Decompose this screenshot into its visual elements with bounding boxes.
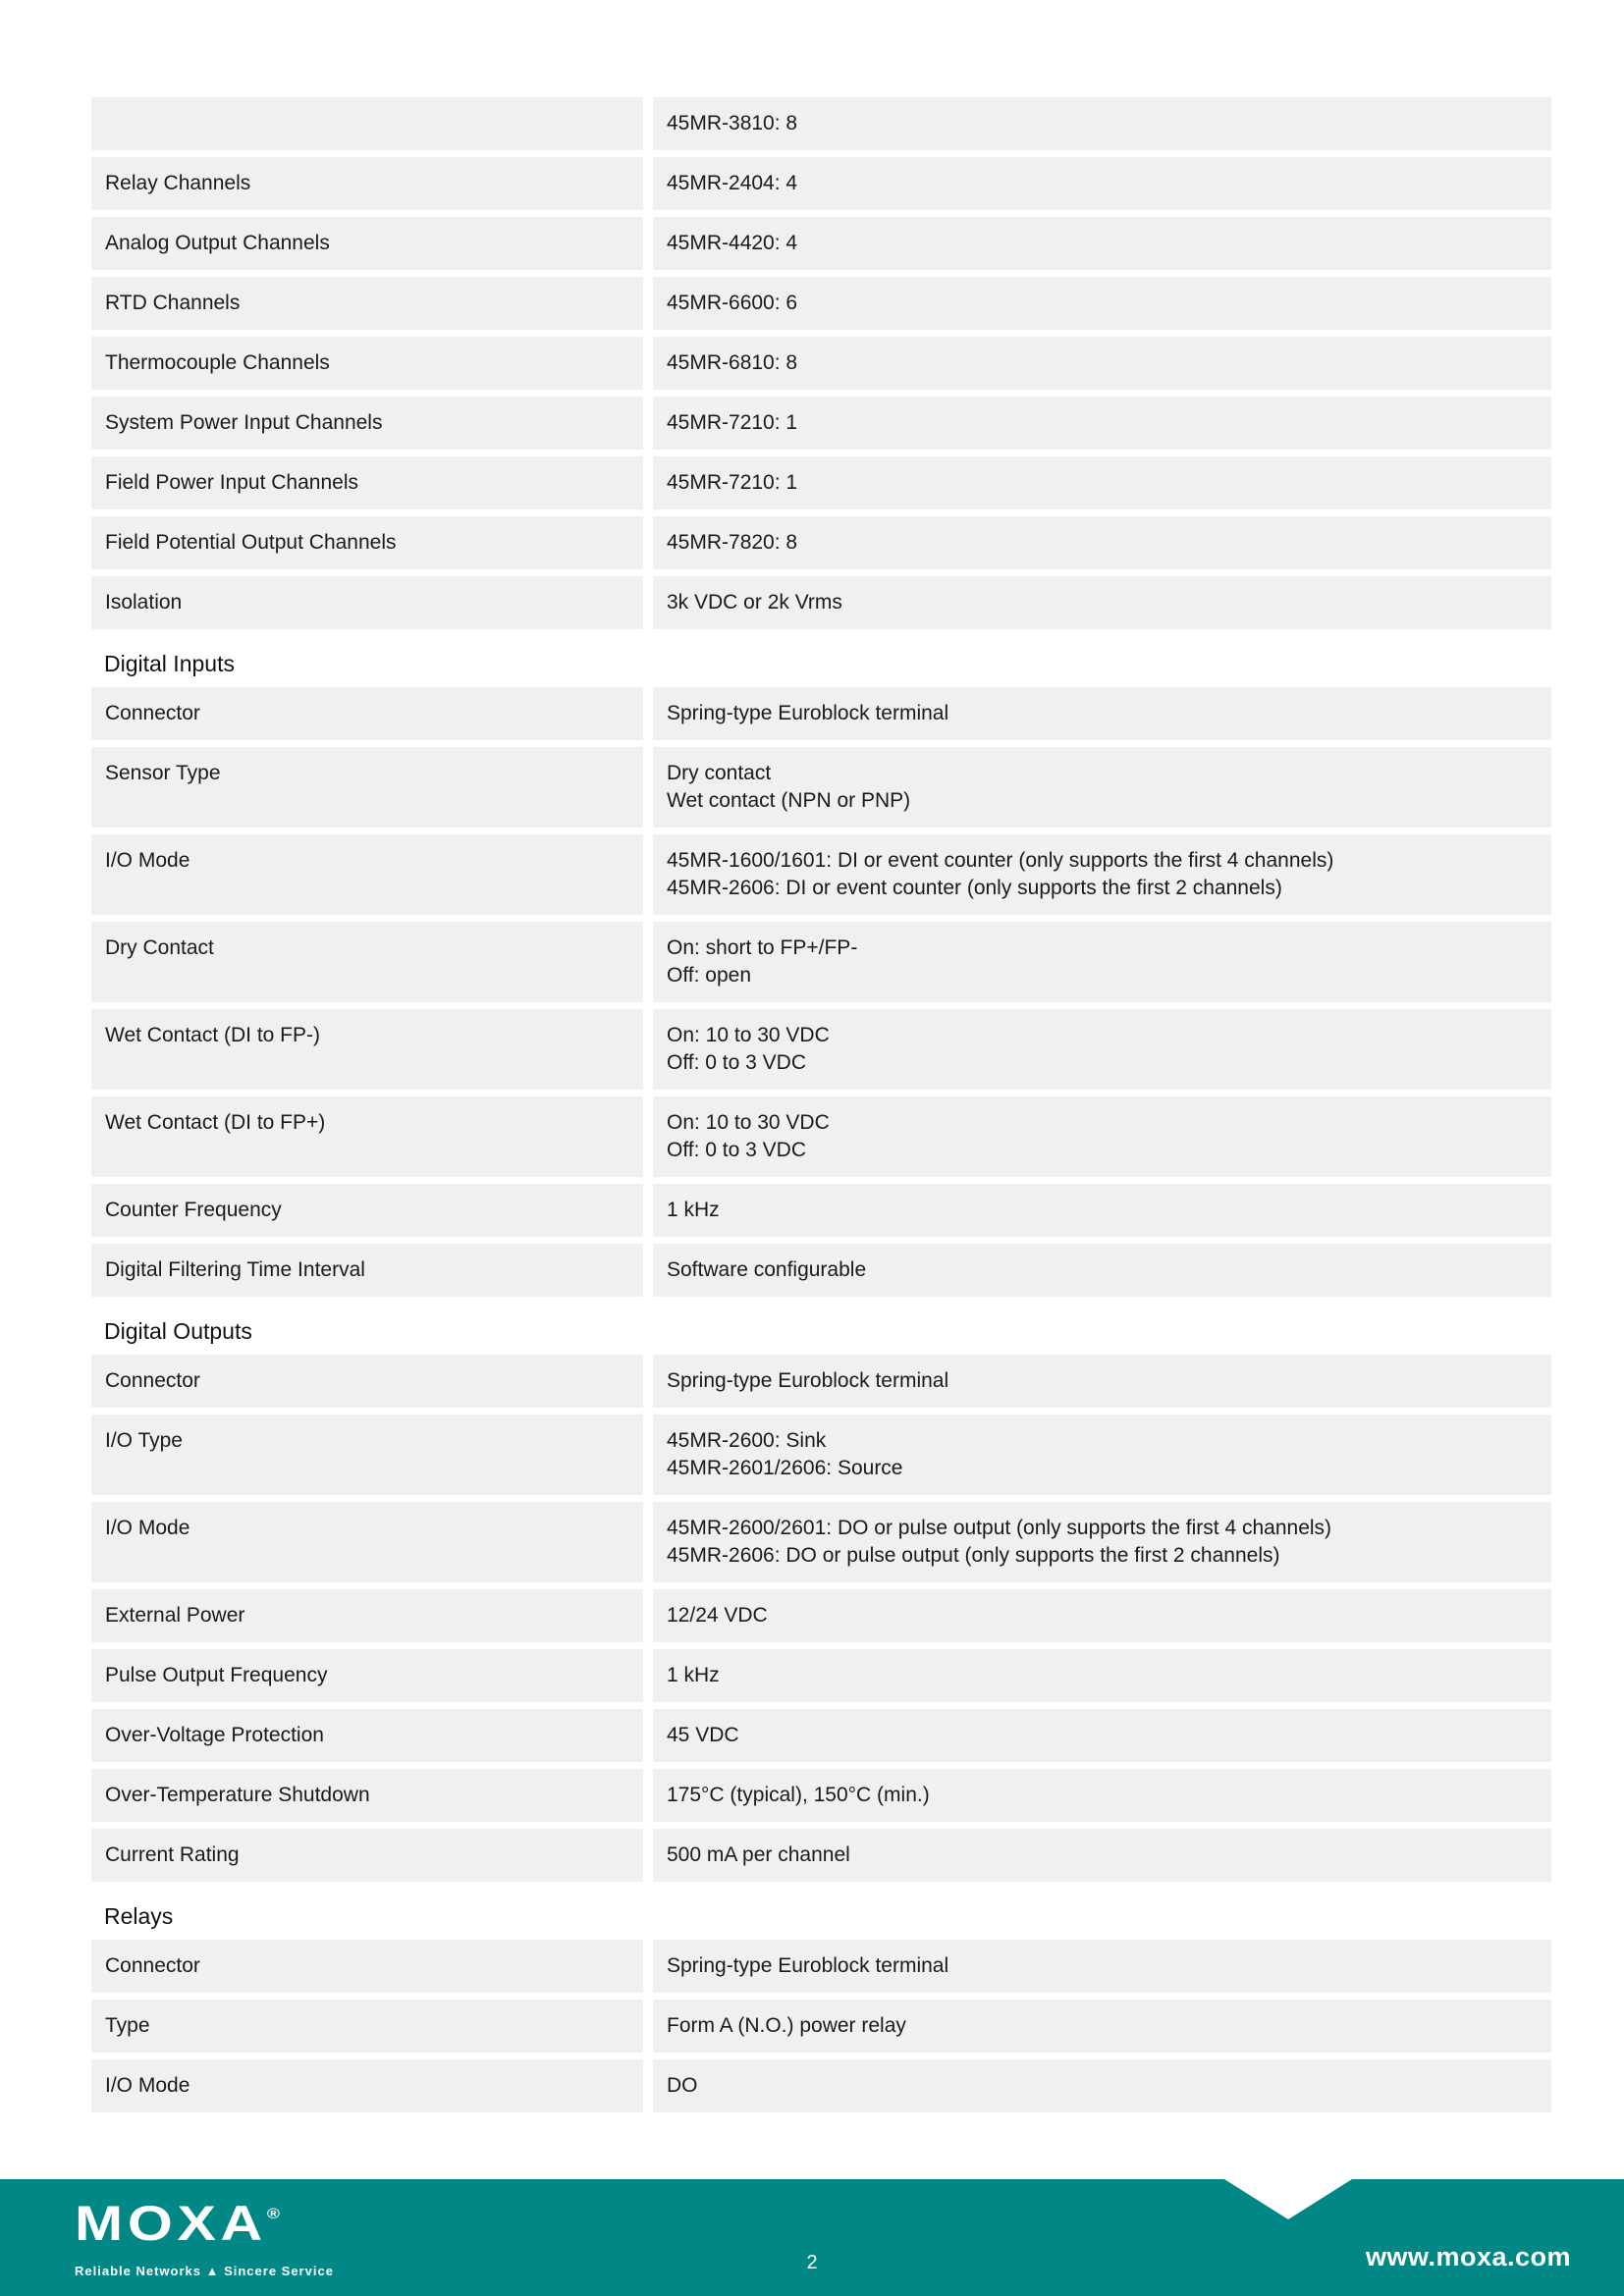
spec-row <box>91 1355 1551 1408</box>
spec-value <box>653 1096 1551 1177</box>
spec-row <box>91 2000 1551 2053</box>
spec-value-line: 45MR-7210: 1 <box>667 411 798 434</box>
spec-row <box>91 1415 1551 1495</box>
spec-row <box>91 97 1551 150</box>
spec-row <box>91 747 1551 828</box>
spec-row <box>91 1709 1551 1762</box>
spec-row <box>91 1009 1551 1090</box>
spec-value-line: 175°C (typical), 150°C (min.) <box>667 1784 930 1806</box>
spec-value-line: 45MR-2404: 4 <box>667 172 798 194</box>
spec-value <box>653 1769 1551 1822</box>
spec-value-line: 45MR-2606: DO or pulse output (only supports the first 2 channels) <box>667 1544 1280 1567</box>
spec-value-line: 12/24 VDC <box>667 1604 768 1627</box>
spec-value-line: 45MR-7210: 1 <box>667 471 798 494</box>
spec-label: I/O Mode <box>91 834 643 915</box>
moxa-tagline: Reliable Networks ▲ Sincere Service <box>75 2264 334 2278</box>
spec-value-line: 1 kHz <box>667 1199 720 1221</box>
spec-row <box>91 1769 1551 1822</box>
spec-value-line: Off: 0 to 3 VDC <box>667 1051 807 1074</box>
spec-label: External Power <box>91 1589 643 1642</box>
spec-value-line: 3k VDC or 2k Vrms <box>667 591 842 614</box>
spec-row <box>91 397 1551 450</box>
spec-value-line: On: short to FP+/FP- <box>667 936 858 959</box>
spec-row <box>91 1589 1551 1642</box>
spec-value-line: 45MR-1600/1601: DI or event counter (only supports the first 4 channels) <box>667 849 1334 872</box>
section-title: Relays <box>91 1889 1551 1933</box>
spec-value-line: DO <box>667 2074 698 2097</box>
spec-value-line: 45 VDC <box>667 1724 739 1746</box>
page-footer <box>0 2179 1624 2296</box>
moxa-wordmark-text: MOXA <box>75 2196 267 2251</box>
spec-value <box>653 576 1551 629</box>
website-url: www.moxa.com <box>1365 2242 1571 2271</box>
spec-value <box>653 1184 1551 1237</box>
spec-value <box>653 2059 1551 2112</box>
spec-value <box>653 97 1551 150</box>
spec-row <box>91 1649 1551 1702</box>
spec-row <box>91 337 1551 390</box>
spec-value <box>653 456 1551 509</box>
spec-value-line: 45MR-6600: 6 <box>667 292 798 314</box>
spec-label: I/O Type <box>91 1415 643 1495</box>
spec-label: Counter Frequency <box>91 1184 643 1237</box>
spec-label: System Power Input Channels <box>91 397 643 450</box>
spec-value <box>653 217 1551 270</box>
spec-value <box>653 2000 1551 2053</box>
spec-value <box>653 687 1551 740</box>
spec-value <box>653 277 1551 330</box>
spec-label: I/O Mode <box>91 2059 643 2112</box>
footer-notch-triangle <box>1224 2179 1352 2219</box>
spec-label: Field Potential Output Channels <box>91 516 643 569</box>
spec-table <box>91 97 1551 2119</box>
spec-label: Digital Filtering Time Interval <box>91 1244 643 1297</box>
spec-row <box>91 2059 1551 2112</box>
spec-value-line: 45MR-2600/2601: DO or pulse output (only supports the first 4 channels) <box>667 1517 1332 1539</box>
spec-value-line: Spring-type Euroblock terminal <box>667 1954 949 1977</box>
spec-label: Over-Temperature Shutdown <box>91 1769 643 1822</box>
spec-value-line: Wet contact (NPN or PNP) <box>667 789 911 812</box>
spec-row <box>91 576 1551 629</box>
spec-row <box>91 516 1551 569</box>
spec-label: Dry Contact <box>91 922 643 1002</box>
spec-value <box>653 1355 1551 1408</box>
spec-value-line: Spring-type Euroblock terminal <box>667 702 949 724</box>
spec-row <box>91 157 1551 210</box>
spec-value <box>653 157 1551 210</box>
spec-row <box>91 1502 1551 1582</box>
spec-label: Type <box>91 2000 643 2053</box>
section-title: Digital Inputs <box>91 636 1551 680</box>
spec-label: Wet Contact (DI to FP-) <box>91 1009 643 1090</box>
spec-row <box>91 217 1551 270</box>
spec-value-line: 1 kHz <box>667 1664 720 1686</box>
spec-label: Thermocouple Channels <box>91 337 643 390</box>
spec-value <box>653 1709 1551 1762</box>
spec-value-line: 45MR-2601/2606: Source <box>667 1457 903 1479</box>
spec-value-line: 45MR-7820: 8 <box>667 531 798 554</box>
spec-row <box>91 1244 1551 1297</box>
spec-label: I/O Mode <box>91 1502 643 1582</box>
spec-label: Analog Output Channels <box>91 217 643 270</box>
spec-value-line: 45MR-2606: DI or event counter (only supports the first 2 channels) <box>667 877 1282 899</box>
spec-row <box>91 687 1551 740</box>
spec-value-line: Off: open <box>667 964 752 987</box>
moxa-wordmark <box>75 2196 380 2257</box>
spec-value-line: 500 mA per channel <box>667 1843 850 1866</box>
spec-label: Pulse Output Frequency <box>91 1649 643 1702</box>
spec-value <box>653 1415 1551 1495</box>
spec-row <box>91 922 1551 1002</box>
spec-value-line: 45MR-2600: Sink <box>667 1429 827 1452</box>
spec-label: Sensor Type <box>91 747 643 828</box>
spec-row <box>91 1940 1551 1993</box>
spec-value <box>653 747 1551 828</box>
spec-value-line: Software configurable <box>667 1258 867 1281</box>
spec-value-line: Off: 0 to 3 VDC <box>667 1139 807 1161</box>
spec-label: Field Power Input Channels <box>91 456 643 509</box>
spec-value-line: 45MR-6810: 8 <box>667 351 798 374</box>
spec-value-line: Dry contact <box>667 762 772 784</box>
spec-row <box>91 834 1551 915</box>
spec-row <box>91 456 1551 509</box>
page-number: 2 <box>806 2252 818 2273</box>
spec-value <box>653 1649 1551 1702</box>
spec-value <box>653 337 1551 390</box>
spec-label: Connector <box>91 1355 643 1408</box>
spec-value <box>653 834 1551 915</box>
spec-value <box>653 397 1551 450</box>
spec-label: Wet Contact (DI to FP+) <box>91 1096 643 1177</box>
spec-row <box>91 1184 1551 1237</box>
spec-value <box>653 1940 1551 1993</box>
spec-value-line: Form A (N.O.) power relay <box>667 2014 906 2037</box>
spec-value-line: 45MR-4420: 4 <box>667 232 798 254</box>
spec-row <box>91 1096 1551 1177</box>
spec-label: RTD Channels <box>91 277 643 330</box>
spec-value <box>653 1502 1551 1582</box>
spec-label: Connector <box>91 1940 643 1993</box>
spec-label: Isolation <box>91 576 643 629</box>
spec-value <box>653 1829 1551 1882</box>
registered-trademark-icon: ® <box>266 2206 280 2222</box>
spec-label: Relay Channels <box>91 157 643 210</box>
spec-value <box>653 516 1551 569</box>
spec-label <box>91 97 643 150</box>
spec-value <box>653 1589 1551 1642</box>
spec-value-line: 45MR-3810: 8 <box>667 112 798 134</box>
spec-label: Connector <box>91 687 643 740</box>
spec-value-line: On: 10 to 30 VDC <box>667 1111 830 1134</box>
spec-value-line: Spring-type Euroblock terminal <box>667 1369 949 1392</box>
spec-value <box>653 1009 1551 1090</box>
spec-value-line: On: 10 to 30 VDC <box>667 1024 830 1046</box>
spec-label: Over-Voltage Protection <box>91 1709 643 1762</box>
spec-value <box>653 1244 1551 1297</box>
spec-value <box>653 922 1551 1002</box>
spec-label: Current Rating <box>91 1829 643 1882</box>
spec-row <box>91 277 1551 330</box>
section-title: Digital Outputs <box>91 1304 1551 1348</box>
spec-row <box>91 1829 1551 1882</box>
